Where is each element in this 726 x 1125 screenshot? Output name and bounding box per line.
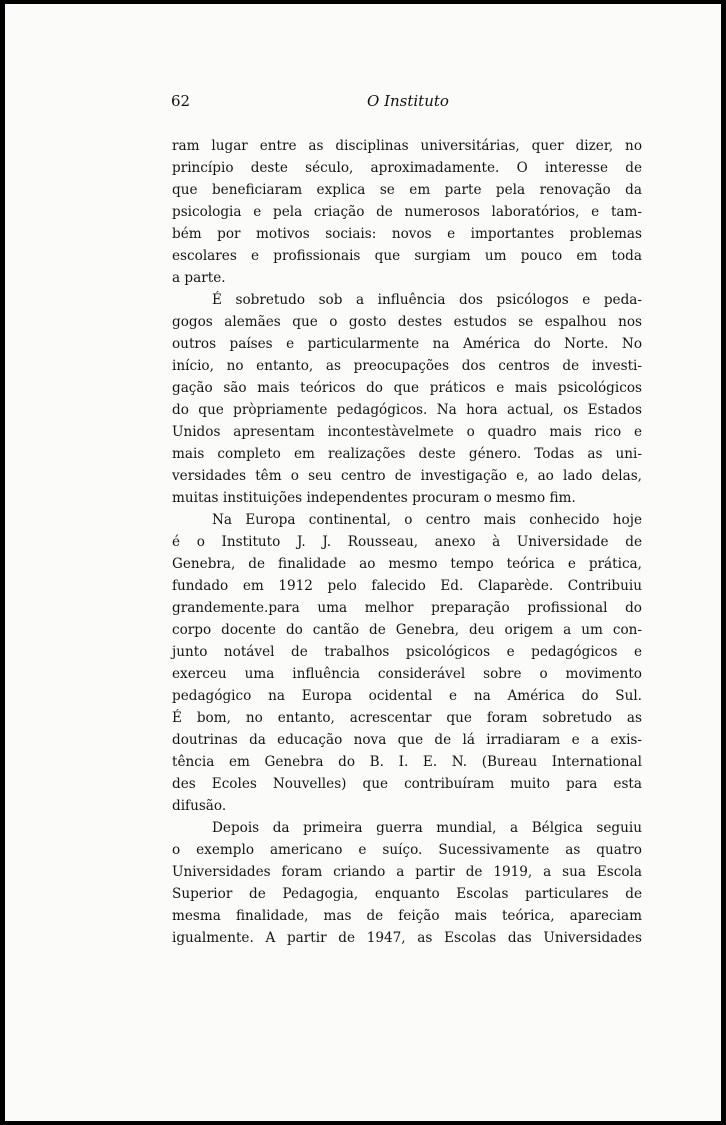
text-line: doutrinas da educação nova que de lá irradiaram e a exis- (172, 732, 642, 748)
text-line: início, no entanto, as preocupações dos centros de investi- (172, 358, 642, 374)
text-line: É bom, no entanto, acrescentar que foram sobretudo as (172, 710, 642, 726)
text-line: É sobretudo sob a influência dos psicólogos e peda- (212, 292, 642, 308)
text-line: ram lugar entre as disciplinas universitárias, quer dizer, no (172, 138, 642, 154)
text-line: Superior de Pedagogia, enquanto Escolas particulares de (172, 886, 642, 902)
text-line: igualmente. A partir de 1947, as Escolas das Universidades (172, 930, 642, 946)
text-line: difusão. (172, 798, 227, 814)
paragraph (172, 509, 642, 817)
text-line: gação são mais teóricos do que práticos e mais psicológicos (172, 380, 642, 396)
text-line: é o Instituto J. J. Rousseau, anexo à Universidade de (172, 534, 642, 550)
paragraph (172, 817, 642, 949)
text-line: a parte. (172, 270, 226, 286)
text-line: gogos alemães que o gosto destes estudos se espalhou nos (172, 314, 642, 330)
text-line: psicologia e pela criação de numerosos laboratórios, e tam- (172, 204, 642, 220)
text-line: mais completo em realizações deste género. Todas as uni- (172, 446, 642, 462)
text-line: corpo docente do cantão de Genebra, deu origem a um con- (172, 622, 642, 638)
page-header (5, 92, 721, 114)
text-line: fundado em 1912 pelo falecido Ed. Claparède. Contribuiu (172, 578, 642, 594)
text-line: o exemplo americano e suíço. Sucessivamente as quatro (172, 842, 642, 858)
paragraph (172, 135, 642, 289)
text-line: Depois da primeira guerra mundial, a Bélgica seguiu (212, 820, 642, 836)
text-line: bém por motivos sociais: novos e importantes problemas (172, 226, 642, 242)
text-line: des Ecoles Nouvelles) que contribuíram muito para esta (172, 776, 642, 792)
book-page (5, 4, 721, 1121)
paragraph (172, 289, 642, 509)
text-line: tência em Genebra do B. I. E. N. (Bureau International (172, 754, 642, 770)
text-line: Na Europa continental, o centro mais conhecido hoje (212, 512, 642, 528)
text-line: muitas instituições independentes procuram o mesmo fim. (172, 490, 576, 506)
running-title: O Instituto (367, 92, 449, 110)
text-line: outros países e particularmente na América do Norte. No (172, 336, 642, 352)
text-line: Universidades foram criando a partir de 1919, a sua Escola (172, 864, 642, 880)
page-number: 62 (171, 92, 191, 110)
text-line: Genebra, de finalidade ao mesmo tempo teórica e prática, (172, 556, 642, 572)
text-line: versidades têm o seu centro de investigação e, ao lado delas, (172, 468, 642, 484)
text-line: mesma finalidade, mas de feição mais teórica, apareciam (172, 908, 642, 924)
text-line: escolares e profissionais que surgiam um pouco em toda (172, 248, 642, 264)
text-line: que beneficiaram explica se em parte pela renovação da (172, 182, 642, 198)
text-line: grandemente.para uma melhor preparação profissional do (172, 600, 642, 616)
text-line: do que pròpriamente pedagógicos. Na hora actual, os Estados (172, 402, 642, 418)
text-line: exerceu uma influência considerável sobre o movimento (172, 666, 642, 682)
text-line: pedagógico na Europa ocidental e na América do Sul. (172, 688, 642, 704)
text-line: princípio deste século, aproximadamente. O interesse de (172, 160, 642, 176)
text-line: junto notável de trabalhos psicológicos e pedagógicos e (172, 644, 642, 660)
text-line: Unidos apresentam incontestàvelmete o quadro mais rico e (172, 424, 642, 440)
body-text (172, 135, 642, 949)
